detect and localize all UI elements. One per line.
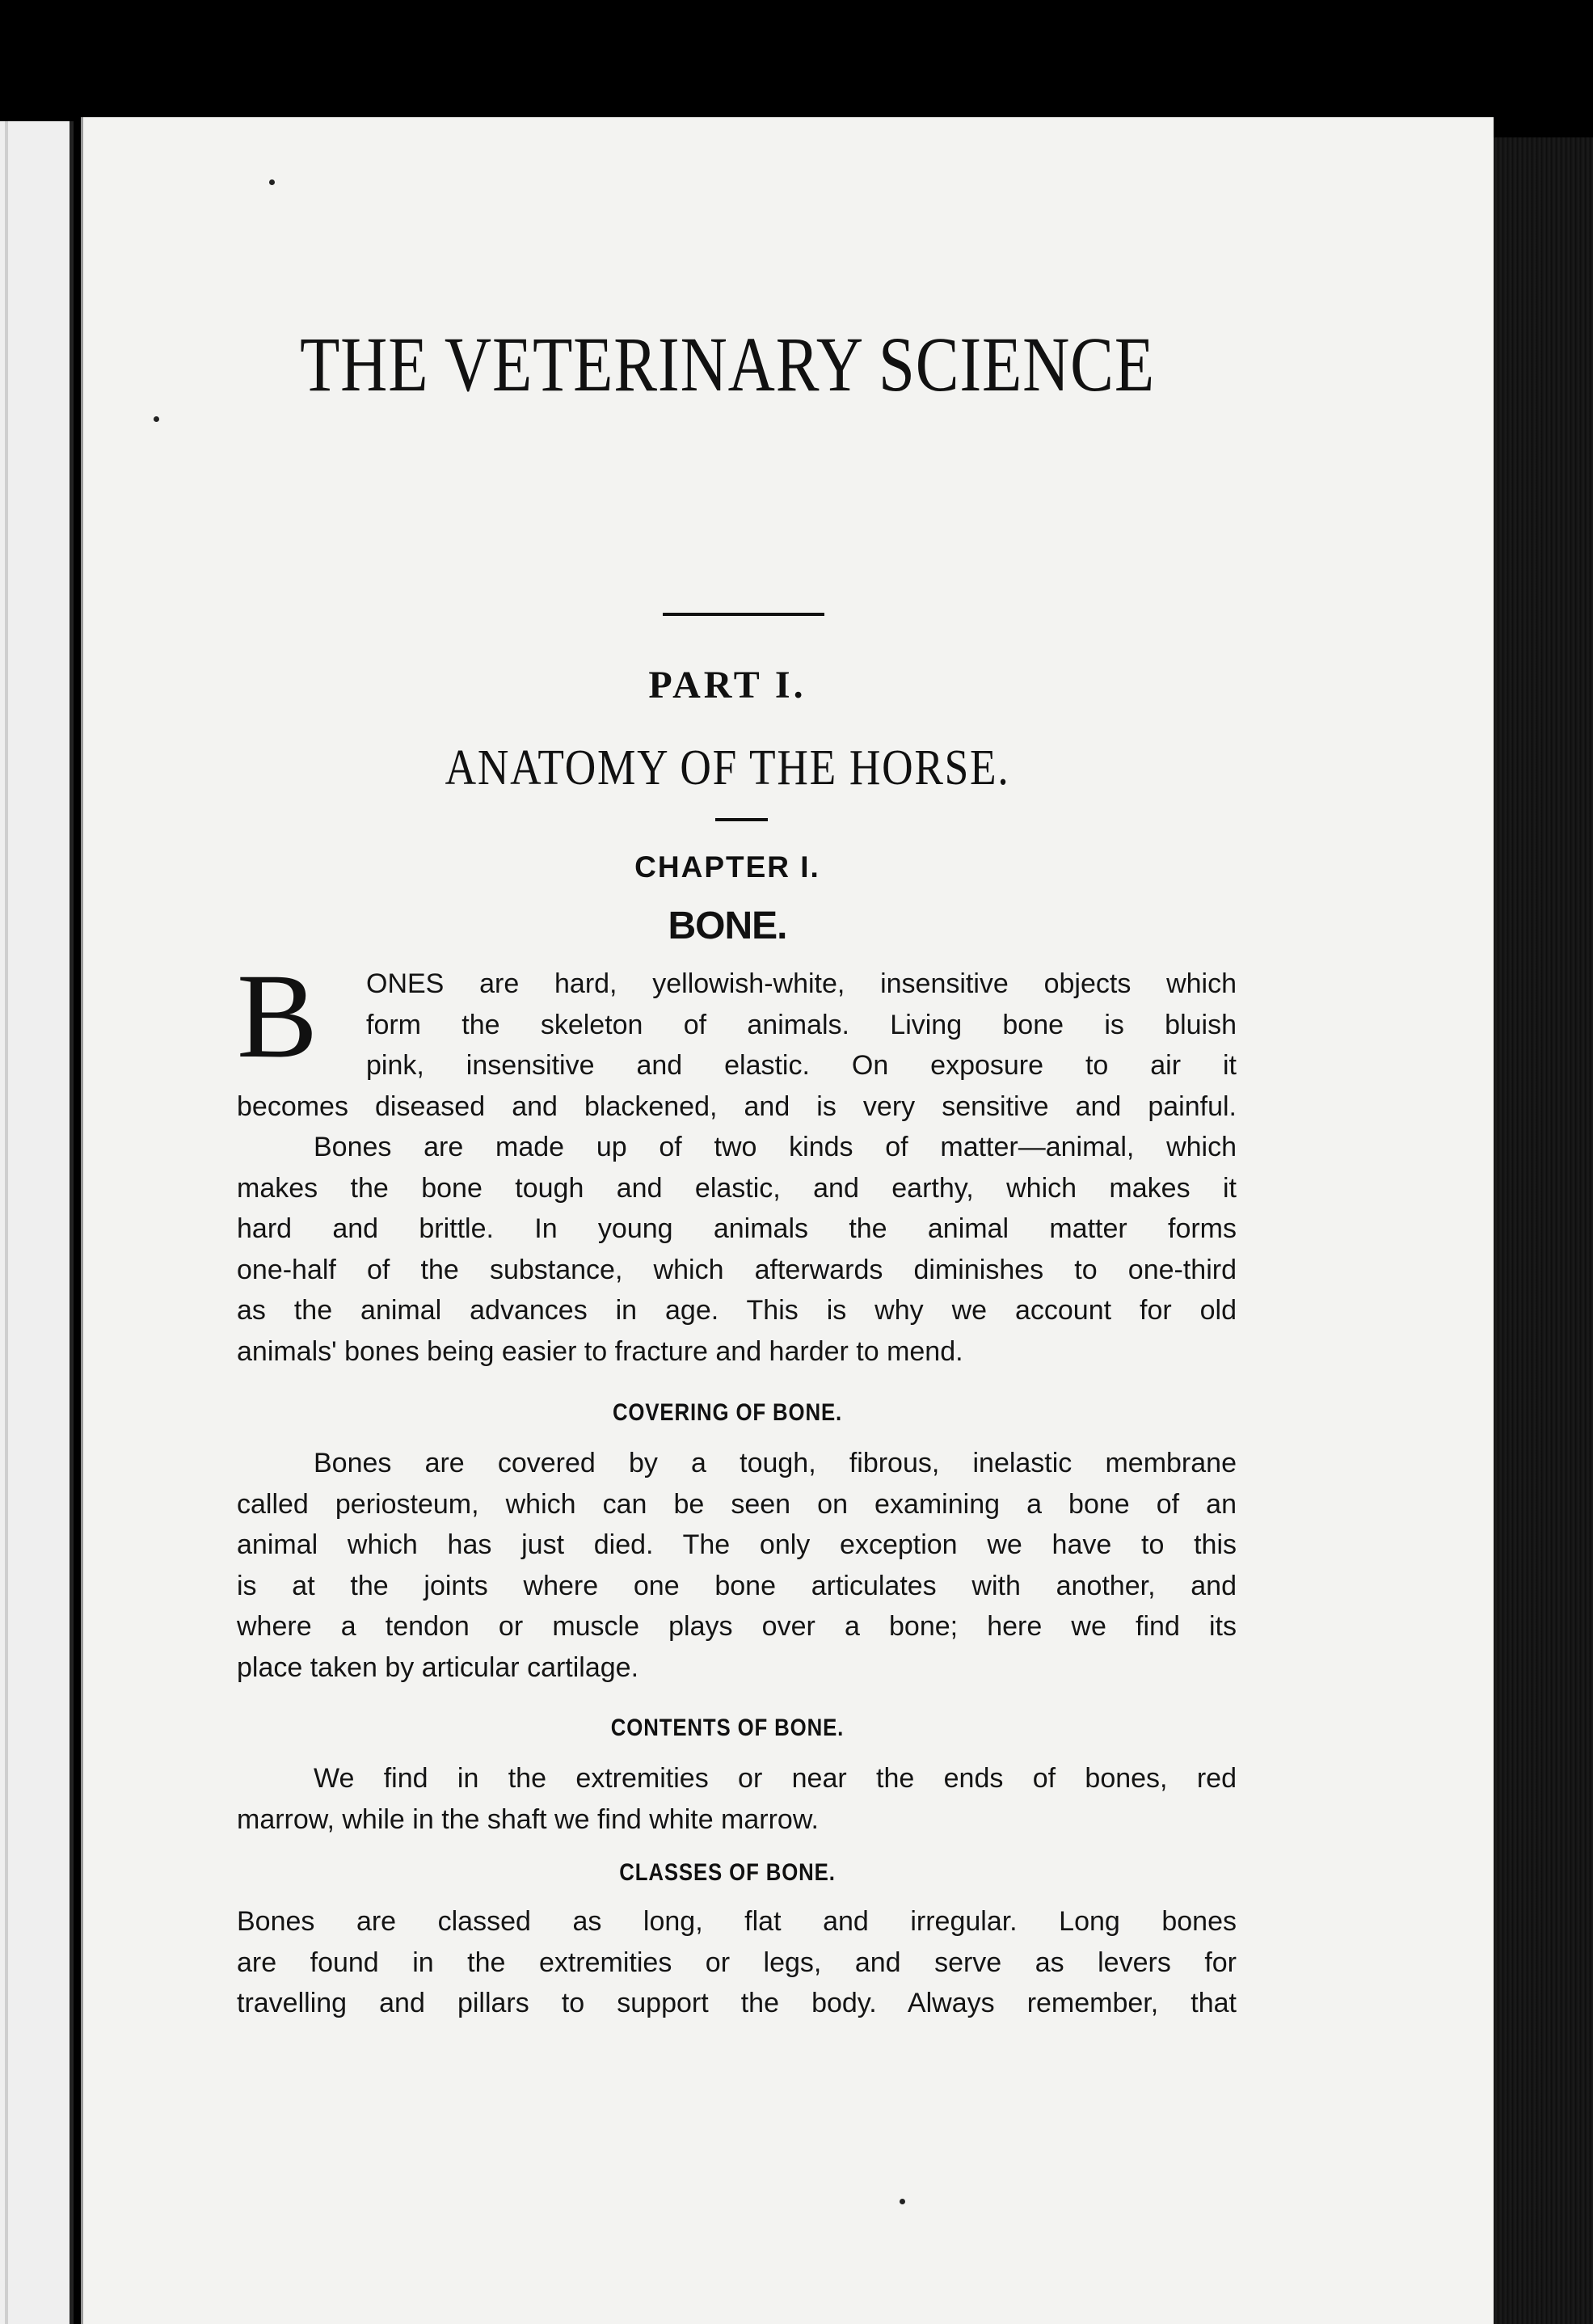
ink-speck <box>900 2199 905 2204</box>
book-title: THE VETERINARY SCIENCE <box>300 321 1155 407</box>
section-paragraph <box>237 1758 1237 1840</box>
chapter-number: CHAPTER I. <box>634 850 820 884</box>
text-line: where a tendon or muscle plays over a bone; here we find its <box>237 1611 1237 1642</box>
section-heading: COVERING OF BONE. <box>612 1399 843 1426</box>
section-heading: CONTENTS OF BONE. <box>610 1715 845 1741</box>
intro-paragraph <box>237 964 1237 1372</box>
left-page-edge <box>0 121 74 2324</box>
text-line: We find in the extremities or near the ends of bones, red <box>314 1763 1237 1794</box>
title-divider <box>663 613 824 616</box>
section-heading: CLASSES OF BONE. <box>619 1859 836 1886</box>
text-line: Bones are classed as long, flat and irregular. Long bones <box>237 1906 1237 1937</box>
ink-speck <box>154 416 159 422</box>
section-paragraph <box>237 1443 1237 1688</box>
text-line: is at the joints where one bone articulates with another, and <box>237 1570 1237 1601</box>
text-line: pink, insensitive and elastic. On exposure to air it <box>366 1050 1237 1081</box>
text-line: called periosteum, which can be seen on examining a bone of an <box>237 1488 1237 1520</box>
chapter-title: BONE. <box>668 905 787 947</box>
text-line: form the skeleton of animals. Living bone is bluish <box>366 1009 1237 1040</box>
text-line: Bones are made up of two kinds of matter—animal, which <box>314 1132 1237 1162</box>
text-line: becomes diseased and blackened, and is very sensitive and painful. <box>237 1090 1237 1122</box>
part-title: ANATOMY OF THE HORSE. <box>445 740 1010 795</box>
text-line: place taken by articular cartilage. <box>237 1651 639 1683</box>
text-line: marrow, while in the shaft we find white marrow. <box>237 1803 819 1835</box>
text-line: makes the bone tough and elastic, and earthy, which makes it <box>237 1172 1237 1204</box>
text-line: are found in the extremities or legs, and serve as levers for <box>237 1947 1237 1978</box>
section-paragraph <box>237 1901 1237 2024</box>
book-binding <box>1494 137 1593 2324</box>
text-line: hard and brittle. In young animals the animal matter forms <box>237 1213 1237 1244</box>
text-line: Bones are covered by a tough, fibrous, inelastic membrane <box>314 1448 1237 1478</box>
text-line: one-half of the substance, which afterwards diminishes to one-third <box>237 1254 1237 1285</box>
text-line: animal which has just died. The only exception we have to this <box>237 1529 1237 1560</box>
text-line: travelling and pillars to support the body. Always remember, that <box>237 1988 1237 2018</box>
part-divider <box>715 818 768 821</box>
text-line: ONES are hard, yellowish-white, insensitive objects which <box>366 968 1237 999</box>
part-number: PART I. <box>648 664 807 706</box>
text-line: as the animal advances in age. This is why we account for old <box>237 1295 1237 1326</box>
ink-speck <box>269 179 275 185</box>
drop-cap: B <box>237 949 318 1083</box>
text-line: animals' bones being easier to fracture and harder to mend. <box>237 1335 963 1367</box>
